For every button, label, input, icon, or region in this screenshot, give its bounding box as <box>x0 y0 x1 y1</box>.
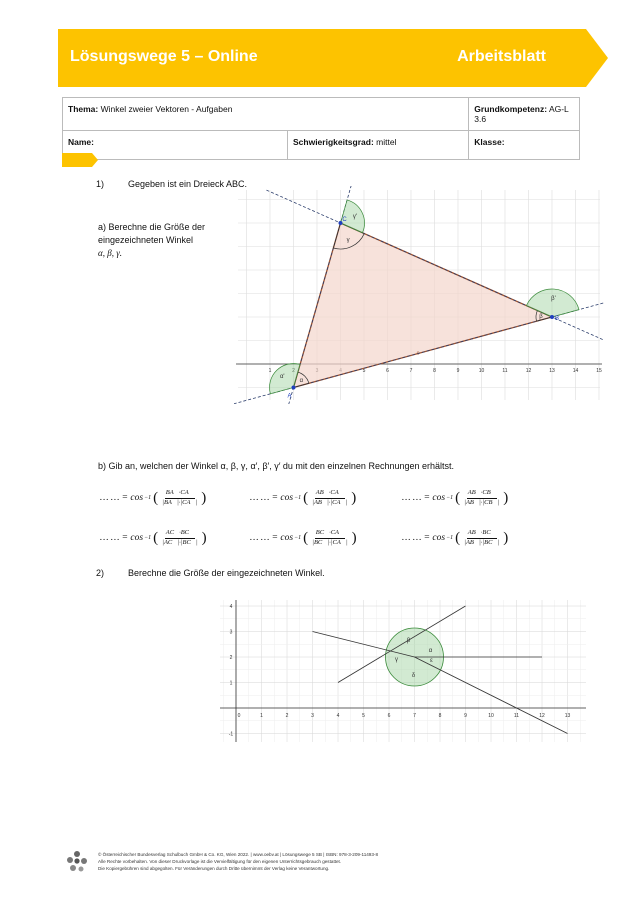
thema-value: Winkel zweier Vektoren - Aufgaben <box>100 104 233 114</box>
x-tick-label: 13 <box>564 713 571 719</box>
paren-right: ) <box>201 529 207 546</box>
x-tick-label: 5 <box>362 713 365 719</box>
paren-left: ( <box>455 489 461 506</box>
x-tick-label: 7 <box>409 368 413 374</box>
formula-lhs: … … = cos <box>250 493 294 503</box>
angle-beta-prime-label: β' <box>551 296 556 303</box>
paren-left: ( <box>303 529 309 546</box>
publisher-logo-icon <box>66 849 88 873</box>
x-tick-label: 2 <box>292 368 295 374</box>
formula-exponent: −1 <box>446 535 454 541</box>
formula-denominator: |AB⃗|·|BC⃗| <box>464 538 500 546</box>
paren-right: ) <box>503 489 509 506</box>
task1-part-a <box>98 221 205 260</box>
footer-line3: Die Kopiergebühren sind abgegolten. Für Veränderungen durch Dritte übernimmt der Verlag keine Verantwortung. <box>98 866 330 872</box>
x-tick-label: 5 <box>362 368 366 374</box>
y-tick-label: 1 <box>229 680 233 687</box>
formula-1 <box>100 490 206 506</box>
x-tick-label: 2 <box>285 713 289 719</box>
point-b <box>550 315 554 319</box>
angle-gamma-label: γ <box>346 237 350 244</box>
angle-gamma-prime-label: γ' <box>352 214 358 221</box>
formula-lhs: … … = cos <box>100 533 144 543</box>
angle-alpha-label: α <box>428 648 433 654</box>
point-b-label: B <box>554 316 560 322</box>
x-tick-label: 9 <box>456 368 460 374</box>
angle-alpha-prime-label: α' <box>279 374 285 381</box>
x-tick-label: 8 <box>438 713 442 719</box>
formula-6 <box>402 530 508 546</box>
formula-numerator: BC⃗·CA⃗ <box>315 530 345 539</box>
paren-left: ( <box>455 529 461 546</box>
kompetenz-label: Grundkompetenz: <box>474 104 548 114</box>
formula-fraction <box>463 530 500 546</box>
part-a-line2: eingezeichneten Winkel <box>98 235 194 246</box>
formula-denominator: |BA⃗|·|CA⃗| <box>162 498 198 506</box>
side-c-label: c <box>416 350 420 357</box>
formula-fraction <box>311 490 348 506</box>
klasse-cell <box>469 131 580 160</box>
x-tick-label: 9 <box>464 713 467 719</box>
x-tick-label: 12 <box>539 713 545 719</box>
task1-number: 1) <box>96 179 105 189</box>
formula-numerator: BA⃗·CA⃗ <box>165 490 195 499</box>
x-tick-label: 6 <box>386 368 389 374</box>
triangle-abc <box>294 223 553 388</box>
formula-5 <box>250 530 357 546</box>
angle-epsilon-label: ε <box>430 658 433 664</box>
triangle-graph <box>234 186 604 404</box>
x-tick-label: 7 <box>413 713 416 719</box>
y-tick-label: 3 <box>229 629 233 636</box>
point-c-label: C <box>342 217 347 223</box>
formula-fraction <box>311 530 349 546</box>
part-a-line1: a) Berechne die Größe der <box>98 222 206 232</box>
x-tick-label: 13 <box>549 368 555 374</box>
part-a-line3: α, β, γ. <box>98 248 123 259</box>
formula-numerator: AC⃗·BC⃗ <box>165 530 195 539</box>
formula-3 <box>402 490 508 506</box>
schwierigkeit-cell <box>288 131 469 160</box>
thema-cell <box>63 98 469 131</box>
x-tick-label: 1 <box>268 368 272 374</box>
paren-right: ) <box>201 489 207 506</box>
x-tick-label: 4 <box>336 713 340 719</box>
formula-lhs: … … = cos <box>100 493 144 503</box>
section-tab <box>62 153 98 167</box>
formula-exponent: −1 <box>294 535 302 541</box>
formula-exponent: −1 <box>144 535 152 541</box>
angle-beta-label: β <box>539 314 543 321</box>
task1-part-b: b) Gib an, welchen der Winkel α, β, γ, α′, β′, γ′ du mit den einzelnen Rechnungen erhältst. <box>98 461 454 471</box>
angle-beta-label: β <box>406 638 411 644</box>
y-tick-label: -1 <box>228 731 234 738</box>
task2-text: Berechne die Größe der eingezeichneten Winkel. <box>128 568 325 578</box>
klasse-label: Klasse: <box>474 137 505 147</box>
schwierigkeit-value: mittel <box>376 137 397 147</box>
kompetenz-cell <box>469 98 580 131</box>
x-tick-label: 0 <box>237 713 241 719</box>
formula-lhs: … … = cos <box>402 533 446 543</box>
x-tick-label: 10 <box>478 368 485 374</box>
formula-fraction <box>161 490 198 506</box>
angle-delta-label: δ <box>411 673 416 679</box>
name-label: Name: <box>68 137 94 147</box>
formula-numerator: AB⃗·BC⃗ <box>467 530 497 539</box>
header-banner <box>58 29 608 87</box>
formula-exponent: −1 <box>294 495 302 501</box>
worksheet-type: Arbeitsblatt <box>457 48 546 65</box>
formula-exponent: −1 <box>144 495 152 501</box>
y-tick-label: 2 <box>229 655 233 661</box>
formula-denominator: |AB⃗|·|CB⃗| <box>464 498 500 506</box>
task1-text: Gegeben ist ein Dreieck ABC. <box>128 179 248 189</box>
x-tick-label: 15 <box>596 368 602 374</box>
paren-left: ( <box>153 529 159 546</box>
x-tick-label: 6 <box>387 713 391 719</box>
paren-left: ( <box>153 489 159 506</box>
x-tick-label: 11 <box>513 713 520 719</box>
paren-left: ( <box>303 489 309 506</box>
x-tick-label: 1 <box>260 713 263 719</box>
y-tick-label: 4 <box>229 604 233 610</box>
formula-denominator: |BC⃗|·|CA⃗| <box>312 538 348 546</box>
thema-label: Thema: <box>68 104 99 114</box>
task2-number: 2) <box>96 568 105 578</box>
kompetenz-value: AG-L 3.6 <box>474 104 569 124</box>
paren-right: ) <box>351 529 357 546</box>
point-a <box>292 386 296 390</box>
paren-right: ) <box>503 529 509 546</box>
x-tick-label: 3 <box>311 713 314 719</box>
formula-lhs: … … = cos <box>250 533 294 543</box>
formula-4 <box>100 530 207 546</box>
x-tick-label: 10 <box>488 713 494 719</box>
series-title: Lösungswege 5 – Online <box>70 48 258 65</box>
paren-right: ) <box>351 489 357 506</box>
footer-text <box>98 851 378 872</box>
formula-2 <box>250 490 356 506</box>
angle-alpha-prime <box>270 364 301 394</box>
formula-fraction <box>161 530 199 546</box>
formula-fraction <box>463 490 500 506</box>
footer-line1: © Österreichischer Bundesverlag Schulbuch GmbH & Co. KG, Wien 2022. | www.oebv.at | Lösungswege 5 SB | ISBN: 978-3-209-11493-8 <box>98 852 379 857</box>
formula-numerator: AB⃗·CB⃗ <box>467 490 497 499</box>
angle-gamma-label: γ <box>395 657 398 663</box>
formula-denominator: |AC⃗|·|BC⃗| <box>162 538 198 546</box>
formula-numerator: AB⃗·CA⃗ <box>315 490 345 499</box>
schwierigkeit-label: Schwierigkeitsgrad: <box>293 137 374 147</box>
formula-denominator: |AB⃗|·|CA⃗| <box>312 498 348 506</box>
info-table <box>62 97 580 160</box>
x-tick-label: 14 <box>572 368 579 374</box>
lines-graph <box>218 596 588 744</box>
x-tick-label: 8 <box>433 368 436 374</box>
formula-exponent: −1 <box>446 495 454 501</box>
x-tick-label: 11 <box>502 368 508 374</box>
formula-lhs: … … = cos <box>402 493 446 503</box>
angle-alpha-label: α <box>299 377 304 384</box>
point-a-label: A <box>287 393 292 400</box>
footer-line2: Alle Rechte vorbehalten. Von dieser Druckvorlage ist die Vervielfältigung für den eigenen Unterrichtsgebrauch gestattet. <box>98 859 342 865</box>
x-tick-label: 12 <box>525 368 532 374</box>
